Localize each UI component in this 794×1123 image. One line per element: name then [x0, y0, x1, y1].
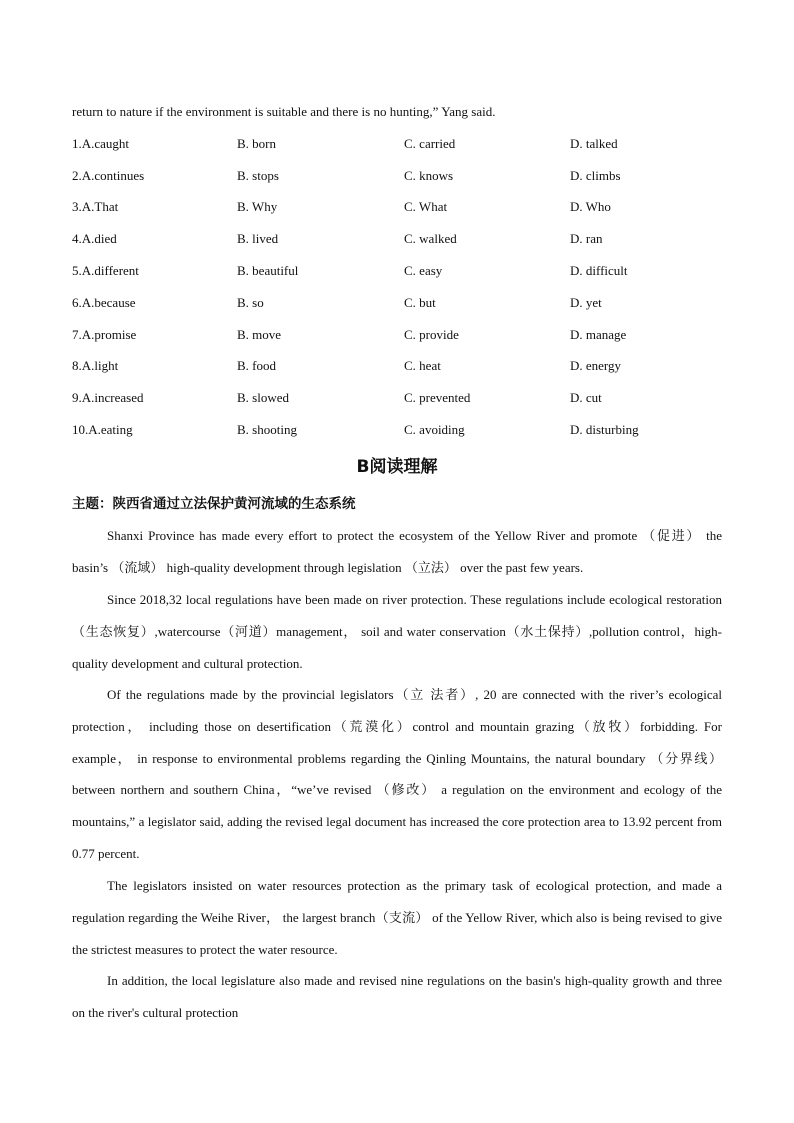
paragraph: Of the regulations made by the provincial legislators（立 法者）, 20 are connected with the river’s ecological protection， including those on desertification（荒漠化）control and mountain grazing（放牧）forbidding. For example， in response to environmental problems regarding the Qinling Mountains, the natural boundary （分界线） between northern and southern China，“we’ve revised （修改） a regulation on the environment and ecology of the mountains,” a legislator said, adding the revised legal document has increased the core protection area to 13.92 percent from 0.77 percent.	[72, 687, 722, 861]
option-c: C. prevented	[404, 390, 471, 405]
question-row	[72, 327, 722, 343]
option-b: B. born	[237, 136, 276, 151]
option-d: D. cut	[570, 390, 602, 405]
intro-line: return to nature if the environment is suitable and there is no hunting,” Yang said.	[72, 104, 496, 119]
question-row	[72, 136, 722, 152]
option-c: C. carried	[404, 136, 456, 151]
option-a: 2.A.continues	[72, 168, 145, 183]
paragraph: The legislators insisted on water resources protection as the primary task of ecological protection, and made a regulation regarding the Weihe River， the largest branch（支流） of the Yellow River, which also is being revised to give the strictest measures to protect the water resource.	[72, 878, 722, 957]
question-row	[72, 231, 722, 247]
option-b: B. food	[237, 358, 276, 373]
section-title: B阅读理解	[356, 457, 438, 477]
option-d: D. yet	[570, 295, 602, 310]
option-b: B. stops	[237, 168, 279, 183]
option-b: B. shooting	[237, 422, 297, 437]
option-a: 1.A.caught	[72, 136, 130, 151]
theme-heading: 主题：陕西省通过立法保护黄河流域的生态系统	[72, 496, 356, 512]
question-row	[72, 358, 722, 374]
option-b: B. Why	[237, 199, 278, 214]
option-d: D. difficult	[570, 263, 628, 278]
option-d: D. ran	[570, 231, 603, 246]
option-b: B. move	[237, 327, 282, 342]
option-c: C. easy	[404, 263, 443, 278]
option-a: 3.A.That	[72, 199, 119, 214]
paragraph: Since 2018,32 local regulations have been made on river protection. These regulations include ecological restoration （生态恢复）,watercourse（河道）management， soil and water conservation（水土保持）,pollution control，high-quality development and cultural protection.	[72, 592, 722, 671]
option-d: D. disturbing	[570, 422, 639, 437]
option-a: 5.A.different	[72, 263, 139, 278]
option-b: B. slowed	[237, 390, 289, 405]
option-d: D. climbs	[570, 168, 621, 183]
option-c: C. knows	[404, 168, 454, 183]
option-d: D. manage	[570, 327, 627, 342]
question-row	[72, 199, 722, 215]
question-row	[72, 295, 722, 311]
option-d: D. Who	[570, 199, 611, 214]
paragraph: Shanxi Province has made every effort to protect the ecosystem of the Yellow River and promote （促进） the basin’s （流域） high-quality development through legislation （立法） over the past few years.	[72, 528, 722, 575]
option-a: 7.A.promise	[72, 327, 137, 342]
option-c: C. What	[404, 199, 448, 214]
option-c: C. avoiding	[404, 422, 465, 437]
option-c: C. provide	[404, 327, 459, 342]
option-a: 10.A.eating	[72, 422, 133, 437]
option-c: C. heat	[404, 358, 441, 373]
option-b: B. so	[237, 295, 264, 310]
option-c: C. but	[404, 295, 436, 310]
option-c: C. walked	[404, 231, 457, 246]
option-b: B. lived	[237, 231, 279, 246]
question-row	[72, 263, 722, 279]
question-row	[72, 168, 722, 184]
option-b: B. beautiful	[237, 263, 299, 278]
option-d: D. talked	[570, 136, 618, 151]
option-a: 8.A.light	[72, 358, 119, 373]
question-row	[72, 390, 722, 406]
option-a: 9.A.increased	[72, 390, 144, 405]
option-a: 4.A.died	[72, 231, 117, 246]
option-d: D. energy	[570, 358, 622, 373]
paragraph: In addition, the local legislature also made and revised nine regulations on the basin's high-quality growth and three on the river's cultural protection	[72, 973, 722, 1020]
question-row	[72, 422, 722, 438]
option-a: 6.A.because	[72, 295, 136, 310]
